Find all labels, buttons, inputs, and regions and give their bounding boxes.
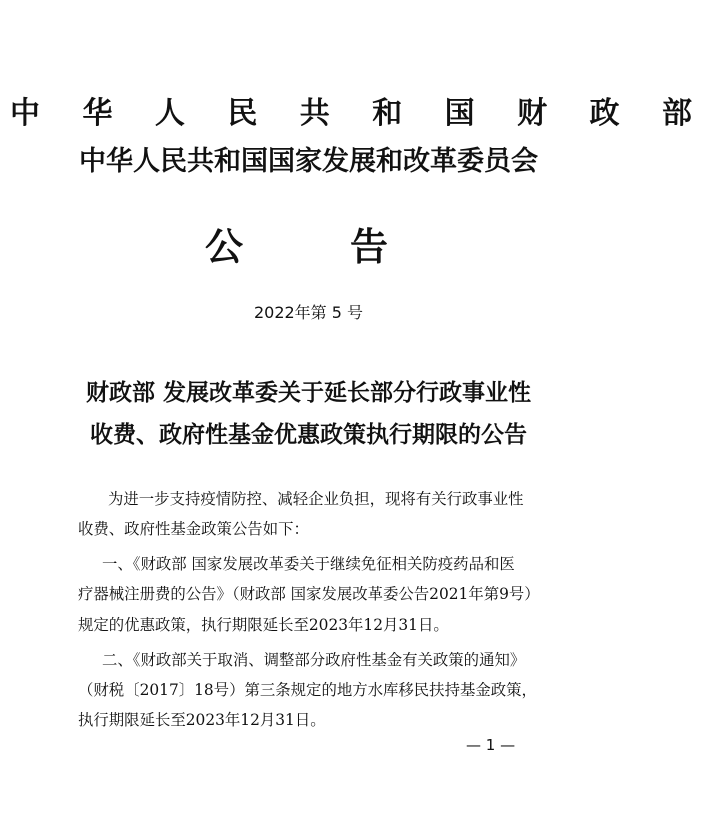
document-title-line-2: 收费、政府性基金优惠政策执行期限的公告 [90,421,527,448]
document-number: 2022年第 5 号 [253,303,364,322]
issuer-ndrc: 中华人民共和国国家发展和改革委员会 [79,146,538,177]
body-line-2: 收费、政府性基金政策公告如下： [78,520,309,538]
body-line-7: （财税〔2017〕18号）第三条规定的地方水库移民扶持基金政策， [78,681,537,699]
announcement-heading [0,224,617,272]
body-line-8: 执行期限延长至2023年12月31日。 [78,711,326,729]
announcement-char-2: 告 [350,224,389,269]
announcement-char-1: 公 [205,224,244,269]
body-line-1: 为进一步支持疫情防控、减轻企业负担，现将有关行政事业性 [108,490,524,508]
document-title-line-1: 财政部 发展改革委关于延长部分行政事业性 [85,379,531,406]
body-line-6: 二、《财政部关于取消、调整部分政府性基金有关政策的通知》 [102,651,526,669]
page-number: — 1 — [466,736,516,754]
body-line-4: 疗器械注册费的公告》（财政部 国家发展改革委公告2021年第9号） [78,585,540,603]
body-line-5: 规定的优惠政策，执行期限延长至2023年12月31日。 [78,616,449,634]
issuer-ministry-of-finance: 中 华 人 民 共 和 国 财 政 部 [10,96,708,131]
body-line-3: 一、《财政部 国家发展改革委关于继续免征相关防疫药品和医 [102,555,515,573]
